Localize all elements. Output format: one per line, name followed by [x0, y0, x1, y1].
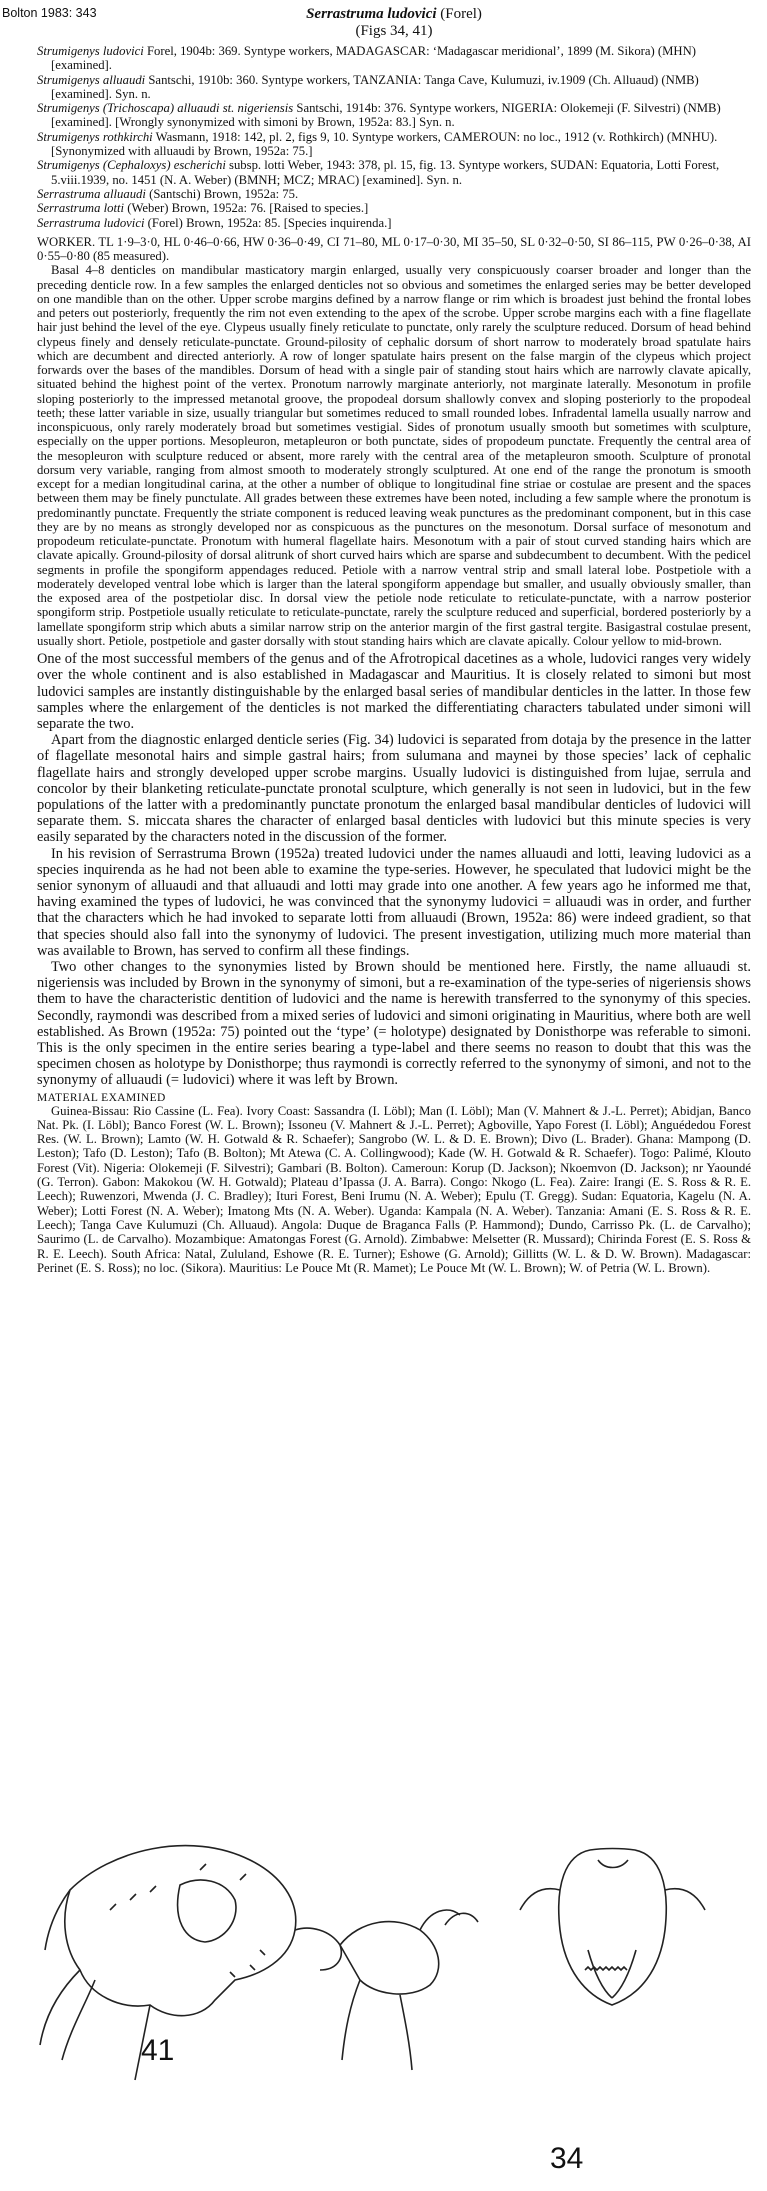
- discussion: [37, 651, 751, 1088]
- synonymy-entry: Serrastruma lotti (Weber) Brown, 1952a: 76. [Raised to species.]: [37, 201, 369, 216]
- mandible-figure: [520, 1849, 705, 2006]
- discussion-paragraph: Apart from the diagnostic enlarged denticle series (Fig. 34) ludovici is separated from dotaja by the presence in the latter of flagellate mesonotal hairs and simple gastral hairs; from sulumana and maynei by those species’ lack of cephalic flagellate hairs and strongly developed upper scrobe margins. Usually ludovici is distinguished from lujae, serrula and concolor by their blanketing reticulate-punctate pronotal sculpture, which generally is not seen in ludovici, but in the few populations of the latter with a predominantly punctate pronotum the enlarged basal mandibular denticles of ludovici will separate them. S. miccata shares the character of enlarged basal denticles with ludovici but this minute species is very easily separated by the characters noted in the discussion of the former.: [37, 732, 751, 846]
- discussion-paragraph: In his revision of Serrastruma Brown (1952a) treated ludovici under the names alluaudi and lotti, leaving ludovici as a species inquirenda as he had not been able to examine the type-series. However, he speculated that ludovici might be the senior synonym of alluaudi and that alluaudi and lotti may grade into one another. A few years ago he informed me that, having examined the types of ludovici, he was convinced that the synonymy ludovici = alluaudi was in order, and further that the characters which he had invoked to separate lotti from alluaudi (Brown, 1952a: 86) were indeed gradient, so that that species should also fall into the synonymy of ludovici. The present investigation, utilizing much more material than was available to Brown, has served to confirm all these findings.: [37, 845, 751, 959]
- synonymy-entry: Strumigenys rothkirchi Wasmann, 1918: 142, pl. 2, figs 9, 10. Syntype workers, CAMEROUN: no loc., 1912 (v. Rothkirch) (MNHU). [Synonymized with alluaudi by Brown, 1952a: 75.]: [37, 129, 718, 159]
- page-content: [2, 6, 751, 1275]
- worker-measurements: WORKER. TL 1·9–3·0, HL 0·46–0·66, HW 0·36–0·49, CI 71–80, ML 0·17–0·30, MI 35–50, SL 0·32–0·50, SI 86–115, PW 0·26–0·38, AI 0·55–0·80 (85 measured).: [37, 234, 751, 264]
- synonymy-entry: Serrastruma ludovici (Forel) Brown, 1952a: 85. [Species inquirenda.]: [37, 215, 392, 230]
- synonymy-entry: Strumigenys (Trichoscapa) alluaudi st. nigeriensis Santschi, 1914b: 376. Syntype workers, NIGERIA: Olokemeji (F. Silvestri) (NMB) [examined]. [Wrongly synonymized with simoni by Brown, 1952a: 83.] Syn. n.: [37, 101, 721, 130]
- running-head: Bolton 1983: 343: [2, 6, 97, 20]
- figure-drawings: [0, 1830, 767, 2191]
- discussion-paragraph: Two other changes to the synonymies listed by Brown should be mentioned here. Firstly, the name alluaudi st. nigeriensis was included by Brown in the synonymy of simoni, but a re-examination of the type-series of nigeriensis shows them to have the characteristic dentition of ludovici and the name is herewith transferred to the synonymy of this species. Secondly, raymondi was described from a mixed series of ludovici and simoni originating in Mauritius, where both are well established. As Brown (1952a: 75) pointed out the ‘type’ (= holotype) designated by Donisthorpe was referable to simoni. This is the only specimen in the entire series bearing a type-label and there seems no reason to doubt that this was the specimen chosen as holotype by Donisthorpe; thus raymondi is correctly referred to the synonymy of simoni, and not to the synonymy of alluaudi (= ludovici) where it was left by Brown.: [37, 958, 751, 1089]
- figure-area: [0, 1830, 767, 2191]
- species-title: Serrastruma ludovici: [306, 6, 437, 22]
- discussion-paragraph: One of the most successful members of the genus and of the Afrotropical dacetines as a whole, ludovici ranges very widely over the whole continent and is also established in Madagascar and Mauritius. It is closely related to simoni but most ludovici samples are instantly distinguishable by the enlarged basal series of mandibular denticles in the latter. In those few samples where the enlargement of the denticles is not marked the differentiating characters tabulated under simoni will separate the two.: [37, 651, 751, 732]
- figure-label-34: 34: [550, 2142, 584, 2175]
- figure-label-41: 41: [141, 2034, 175, 2067]
- synonymy-entry: Strumigenys ludovici Forel, 1904b: 369. Syntype workers, MADAGASCAR: ‘Madagascar meridional’, 1899 (M. Sikora) (MHN) [examined].: [37, 44, 696, 73]
- figs-reference: (Figs 34, 41): [355, 23, 433, 39]
- ant-profile-figure: [40, 1846, 478, 2080]
- synonymy-entry: Strumigenys (Cephaloxys) escherichi subsp. lotti Weber, 1943: 378, pl. 15, fig. 13. Syntype workers, SUDAN: Equatoria, Lotti Forest, 5.viii.1939, no. 1451 (N. A. Weber) (BMNH; MCZ; MRAC) [examined]. Syn. n.: [37, 158, 720, 187]
- worker-description: [37, 235, 751, 648]
- synonymy-entry: Strumigenys alluaudi Santschi, 1910b: 360. Syntype workers, TANZANIA: Tanga Cave, Kulumuzi, iv.1909 (Ch. Alluaud) (NMB) [examined]. Syn. n.: [37, 72, 699, 101]
- material-examined-heading: MATERIAL EXAMINED: [37, 1091, 166, 1104]
- header: [2, 6, 751, 42]
- synonymy-entry: Serrastruma alluaudi (Santschi) Brown, 1952a: 75.: [37, 186, 299, 201]
- species-author: (Forel): [436, 6, 482, 22]
- material-examined-list: Guinea-Bissau: Rio Cassine (L. Fea). Ivory Coast: Sassandra (I. Löbl); Man (I. Löbl); Man (V. Mahnert & J.-L. Perret); Abidjan, Banco Nat. Pk. (I. Löbl); Banco Forest (W. L. Brown); Issoneu (V. Mahnert & J.-L. Perret); Agboville, Yapo Forest (I. Löbl); Anguédedou Forest Res. (W. L. Brown); Lamto (W. H. Gotwald & R. Schaefer); Sangrobo (W. L. & D. E. Brown); Divo (L. Brader). Ghana: Mampong (D. Leston); Tafo (D. Leston); Tafo (B. Bolton); Mt Atewa (C. A. Collingwood); Kade (W. H. Gotwald & R. Schaefer). Togo: Palimé, Klouto Forest (Vit). Nigeria: Olokemeji (F. Silvestri); Gambari (B. Bolton). Cameroun: Korup (D. Jackson); Nkoemvon (D. Jackson); nr Yaoundé (G. Terron). Gabon: Makokou (W. H. Gotwald); Plateau d’Ipassa (J. A. Barra). Congo: Nkogo (L. Fea). Zaire: Irangi (E. S. Ross & R. E. Leech); Ruwenzori, Mwenda (J. C. Bradley); Ituri Forest, Beni Irumu (N. A. Weber); Epulu (T. Gregg). Sudan: Equatoria, Kagelu (N. A. Weber); Lotti Forest (N. A. Weber); Imatong Mts (N. A. Weber). Uganda: Kampala (N. A. Weber). Tanzania: Amani (E. S. Ross & R. E. Leech); Tanga Cave Kulumuzi (Ch. Alluaud). Angola: Duque de Braganca Falls (P. Hammond); Dundo, Carrisso Pk. (L. de Carvalho); Saurimo (L. de Carvalho). Mozambique: Amatongas Forest (G. Arnold). Zimbabwe: Melsetter (R. Mussard); Chirinda Forest (E. S. Ross & R. E. Leech). South Africa: Natal, Zululand, Eshowe (R. E. Turner); Eshowe (G. Arnold); Gillitts (W. L. & D. W. Brown). Madagascar: Perinet (E. S. Ross); no loc. (Sikora). Mauritius: Le Pouce Mt (R. Mamet); Le Pouce Mt (W. L. Brown); W. of Petria (W. L. Brown).: [37, 1103, 751, 1275]
- synonymy-list: [37, 44, 751, 230]
- species-title-block: [37, 6, 751, 40]
- worker-description-text: Basal 4–8 denticles on mandibular masticatory margin enlarged, usually very conspicuously coarser broader and longer than the preceding denticle row. In a few samples the enlarged denticles not so obvious and sometimes the enlarged series may be better developed on one mandible than on the other. Upper scrobe margins defined by a narrow flange or rim which is broadest just behind the frontal lobes and peters out posteriorly, frequently the rim not even extending to the apex of the scrobe. Upper scrobe margins each with a fine flagellate hair just behind the level of the eye. Clypeus usually finely reticulate to punctate, only rarely the sculpture reduced. Dorsum of head behind clypeus finely and densely reticulate-punctate. Ground-pilosity of cephalic dorsum of short narrow to moderately broad spatulate hairs which are decumbent and directed anteriorly. A row of longer spatulate hairs present on the false margin of the clypeus which project forwards over the bases of the mandibles. Dorsum of head with a single pair of standing stout hairs which are narrowly clavate apically, situated behind the highest point of the vertex. Pronotum narrowly marginate anteriorly, not marginate laterally. Mesonotum in profile sloping posteriorly to the impressed metanotal groove, the propodeal dorsum shallowly convex and sloping posteriorly to the propodeal teeth; these latter variable in size, usually triangular but sometimes reduced to small rounded lobes. Infradental lamella usually narrow and inconspicuous, only rarely moderately broad but sometimes vestigial. Sides of pronotum usually smooth but sometimes with sculpture, especially on the upper portions. Mesopleuron, metapleuron or both punctate, sides of propodeum punctate. Frequently the central area of the mesopleuron with sculpture reduced or absent, more rarely with the central area of the metapleuron smooth. Sculpture of pronotal dorsum very variable, ranging from almost smooth to moderately strongly sculptured. At one end of the range the pronotum is smooth except for a median longitudinal carina, at the other a number of oblique to longitudinal fine striae or costulae are present and the spaces between them may be finely punctulate. All grades between these extremes have been noted, including a few sample where the pronotum is predominantly punctate. Frequently the striate component is reduced leaving weak punctures as the predominant component, but in this case they are by no means as strongly developed nor as conspicuous as the punctures on the mesonotum. Dorsal surface of mesonotum and propodeum reticulate-punctate. Pronotum with humeral flagellate hairs. Mesonotum with a pair of stout curved standing hairs which are clavate apically. Ground-pilosity of dorsal alitrunk of short curved hairs which are sparse and subdecumbent to decumbent. With the pedicel segments in profile the spongiform appendages reduced. Petiole with a narrow ventral strip and small lateral lobe. Postpetiole with a moderately developed ventral lobe which is larger than the lateral spongiform appendage but smaller, and usually obviously smaller, than the exposed area of the postpetiolar disc. In dorsal view the petiole node reticulate to reticulate-punctate, with a narrow posterior spongiform strip. Postpetiole usually reticulate to reticulate-punctate, rarely the sculpture reduced and superficial, bordered posteriorly by a lamellate spongiform strip which abuts a similar narrow strip on the anterior margin of the first gastral tergite. Basigastral costulae present, usually short. Petiole, postpetiole and gaster dorsally with stout standing hairs which are clavate apically. Colour yellow to mid-brown.: [37, 263, 751, 648]
